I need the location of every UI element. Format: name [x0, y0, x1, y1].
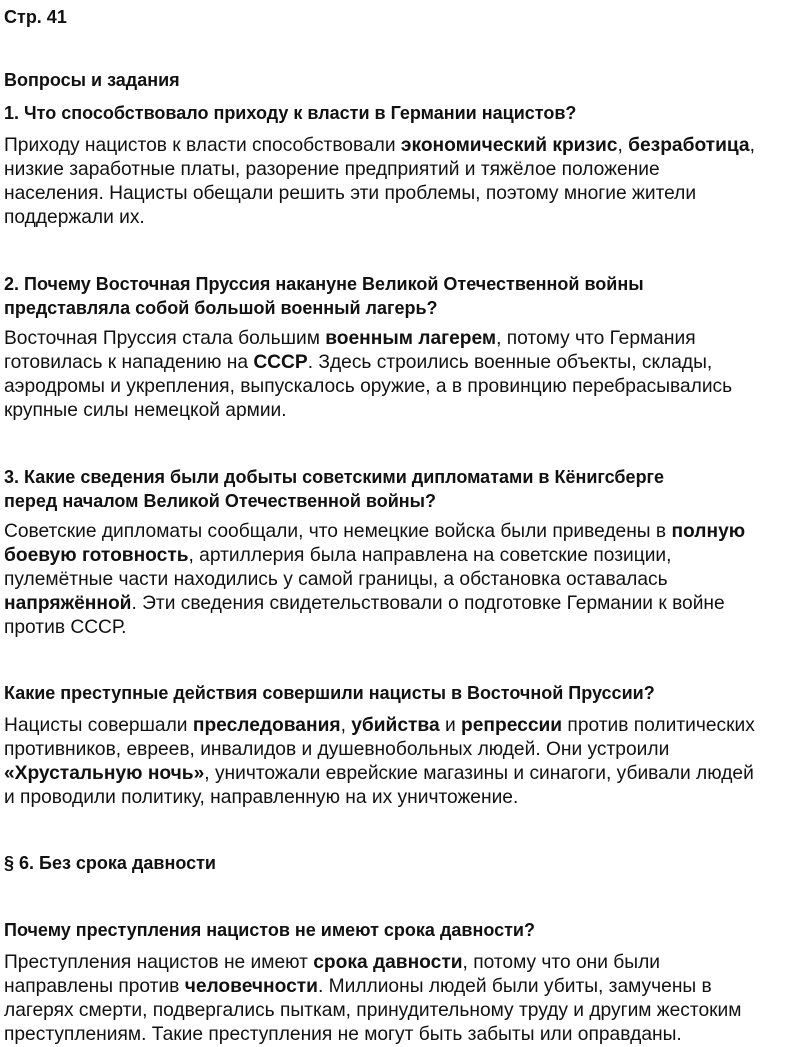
- answer-1-line-1: Приходу нацистов к власти способствовали экономический кризис, безработица,: [4, 135, 755, 156]
- answer-3-line-2: боевую готовность, артиллерия была направлена на советские позиции,: [4, 545, 672, 566]
- answer-3-line-1: Советские дипломаты сообщали, что немецкие войска были приведены в полную: [4, 521, 746, 542]
- answer-4: [4, 714, 800, 810]
- answer-1-line-4: поддержали их.: [4, 207, 145, 228]
- answer-2: [4, 327, 800, 423]
- answer-2-line-2: готовилась к нападению на СССР. Здесь строились военные объекты, склады,: [4, 352, 713, 373]
- question-3: 3. Какие сведения были добыты советскими дипломатами в Кёнигсберге перед началом Великой Отечественной войны?: [4, 467, 665, 511]
- answer-1-line-3: населения. Нацисты обещали решить эти проблемы, поэтому многие жители: [4, 183, 697, 204]
- answer-3-line-4: напряжённой. Эти сведения свидетельствовали о подготовке Германии к войне: [4, 593, 725, 614]
- question-1: 1. Что способствовало приходу к власти в Германии нацистов?: [4, 103, 577, 123]
- answer-4-line-3: «Хрустальную ночь», уничтожали еврейские магазины и синагоги, убивали людей: [4, 763, 754, 784]
- answer-5-line-4: преступлениям. Такие преступления не могут быть забыты или оправданы.: [4, 1024, 682, 1045]
- question-4: Какие преступные действия совершили нацисты в Восточной Пруссии?: [4, 683, 655, 703]
- section-title: Вопросы и задания: [4, 70, 180, 90]
- answer-2-line-4: крупные силы немецкой армии.: [4, 400, 287, 421]
- answer-5-line-1: Преступления нацистов не имеют срока давности, потому что они были: [4, 952, 660, 973]
- answer-2-line-1: Восточная Пруссия стала большим военным лагерем, потому что Германия: [4, 328, 696, 349]
- answer-2-line-3: аэродромы и укрепления, выпускалось оружие, а в провинцию перебрасывались: [4, 376, 733, 397]
- page-number: Стр. 41: [4, 7, 67, 27]
- answer-3-line-3: пулемётные части находились у самой границы, а обстановка оставалась: [4, 569, 668, 590]
- answer-5-line-3: лагерях смерти, подвергались пыткам, принудительному труду и другим жестоким: [4, 1000, 742, 1021]
- answer-5: [4, 951, 800, 1047]
- answer-1-line-2: низкие заработные платы, разорение предприятий и тяжёлое положение: [4, 159, 660, 180]
- answer-5-line-2: направлены против человечности. Миллионы людей были убиты, замучены в: [4, 976, 712, 997]
- answer-4-line-1: Нацисты совершали преследования, убийства и репрессии против политических: [4, 715, 755, 736]
- answer-4-line-2: противников, евреев, инвалидов и душевнобольных людей. Они устроили: [4, 739, 670, 760]
- question-2: 2. Почему Восточная Пруссия накануне Великой Отечественной войны представляла собой большой военный лагерь?: [4, 274, 644, 318]
- answer-1: [4, 134, 800, 230]
- section-6-title: § 6. Без срока давности: [4, 853, 216, 873]
- answer-3: [4, 520, 800, 640]
- question-5: Почему преступления нацистов не имеют срока давности?: [4, 920, 535, 940]
- answer-3-line-5: против СССР.: [4, 617, 127, 638]
- answer-4-line-4: и проводили политику, направленную на их уничтожение.: [4, 787, 519, 808]
